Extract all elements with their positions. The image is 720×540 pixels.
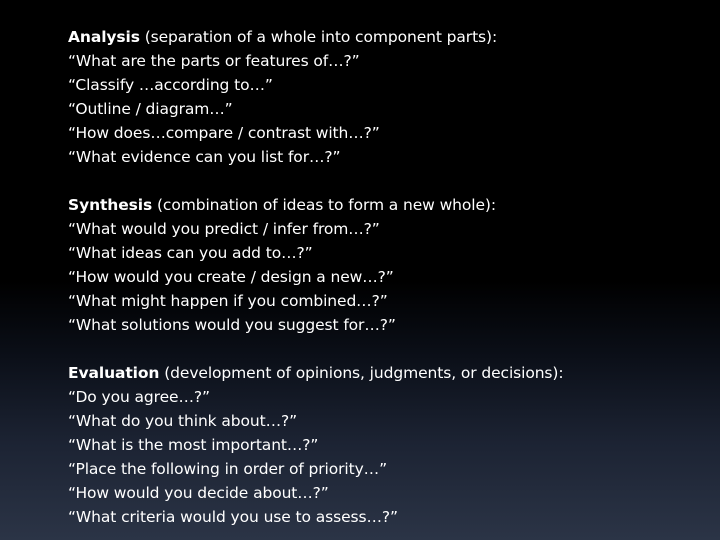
question-prompt: “What criteria would you use to assess…?”	[68, 508, 398, 526]
heading-definition: (combination of ideas to form a new whole):	[152, 196, 496, 214]
question-prompt: “Classify …according to…”	[68, 76, 273, 94]
question-prompt: “What ideas can you add to…?”	[68, 244, 313, 262]
question-prompt: “What evidence can you list for…?”	[68, 148, 341, 166]
heading-definition: (separation of a whole into component parts):	[139, 28, 498, 46]
section-heading	[68, 361, 708, 385]
question-prompt: “What do you think about…?”	[68, 412, 298, 430]
question-prompt: “What is the most important…?”	[68, 436, 319, 454]
synthesis-section	[68, 193, 708, 337]
section-heading	[68, 25, 708, 49]
question-prompt: “How would you decide about…?”	[68, 484, 329, 502]
heading-term: Evaluation	[68, 364, 160, 382]
question-prompt: “How would you create / design a new…?”	[68, 268, 394, 286]
slide-body	[68, 25, 708, 529]
section-heading	[68, 193, 708, 217]
heading-term: Analysis	[68, 28, 140, 46]
question-prompt: “What would you predict / infer from…?”	[68, 220, 380, 238]
question-prompt: “What are the parts or features of…?”	[68, 52, 360, 70]
heading-definition: (development of opinions, judgments, or decisions):	[159, 364, 564, 382]
evaluation-section	[68, 361, 708, 529]
heading-term: Synthesis	[68, 196, 153, 214]
question-prompt: “Place the following in order of priority…”	[68, 460, 388, 478]
question-prompt: “What might happen if you combined…?”	[68, 292, 388, 310]
analysis-section	[68, 25, 708, 169]
question-prompt: “Do you agree…?”	[68, 388, 210, 406]
question-prompt: “What solutions would you suggest for…?”	[68, 316, 396, 334]
question-prompt: “Outline / diagram…”	[68, 100, 233, 118]
question-prompt: “How does…compare / contrast with…?”	[68, 124, 380, 142]
